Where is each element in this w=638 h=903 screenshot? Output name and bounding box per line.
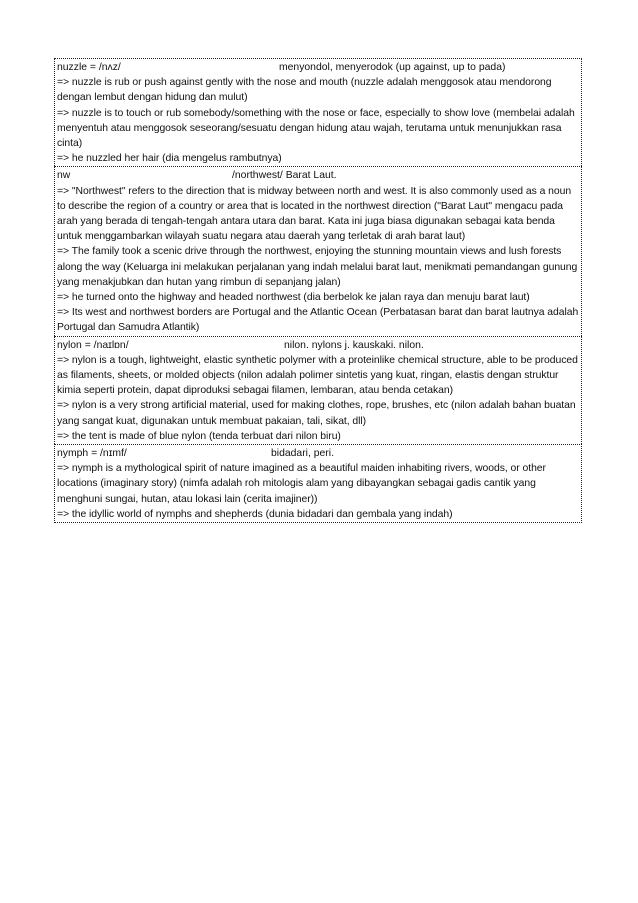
entry-nylon bbox=[54, 336, 582, 444]
entry-term: nymph = /nɪmf/ bbox=[57, 448, 127, 460]
entry-nymph bbox=[54, 444, 582, 523]
example-line: => Its west and northwest borders are Portugal and the Atlantic Ocean (Perbatasan barat dan barat lautnya adalah Portugal dan Samudra Atlantik) bbox=[57, 307, 579, 334]
definition-line: => "Northwest" refers to the direction that is midway between north and west. It is also commonly used as a noun to describe the region of a country or area that is located in the northwest direction ("Barat Laut" mengacu pada arah yang berada di tengah-tengah antara utara dan barat. Kata ini juga biasa digunakan sebagai kata benda untuk menggambarkan wilayah suatu negara atau daerah yang terletak di arah barat laut) bbox=[57, 185, 572, 243]
entry-header bbox=[57, 168, 579, 183]
entry-term: nuzzle = /nʌz/ bbox=[57, 62, 121, 73]
definition-line: => nuzzle is to touch or rub somebody/something with the nose or face, especially to show love (membelai adalah menyentuh atau menggosok seseorang/sesuatu dengan hidung atau wajah, terutama untuk menunjukkan rasa cinta) bbox=[57, 107, 575, 149]
example-line: => he nuzzled her hair (dia mengelus rambutnya) bbox=[57, 153, 282, 165]
definition-line: => nuzzle is rub or push against gently with the nose and mouth (nuzzle adalah menggosok atau mendorong dengan lembut dengan hidung dan mulut) bbox=[57, 77, 552, 104]
definition-line: => nymph is a mythological spirit of nature imagined as a beautiful maiden inhabiting rivers, woods, or other locations (imaginary story) (nimfa adalah roh mitologis alam yang dibayangkan sebagai gadis cantik yang menghuni sungai, hutan, atau lokasi lain (cerita imajiner)) bbox=[57, 463, 546, 505]
entry-header bbox=[57, 338, 579, 353]
example-line: => the tent is made of blue nylon (tenda terbuat dari nilon biru) bbox=[57, 430, 341, 442]
definition-line: => nylon is a very strong artificial material, used for making clothes, rope, brushes, etc (nilon adalah bahan buatan yang sangat kuat, digunakan untuk membuat pakaian, tali, sikat, dll) bbox=[57, 400, 576, 427]
entry-header bbox=[57, 446, 579, 461]
entry-meaning: menyondol, menyerodok (up against, up to pada) bbox=[279, 62, 506, 73]
entry-meaning: bidadari, peri. bbox=[271, 448, 334, 460]
entry-nw bbox=[54, 166, 582, 335]
example-line: => The family took a scenic drive through the northwest, enjoying the stunning mountain views and lush forests along the way (Keluarga ini melakukan perjalanan yang indah melalui barat laut, menikmati pemandangan gunung yang menakjubkan dan hutan yang rimbun di sepanjang jalan) bbox=[57, 246, 578, 288]
example-line: => the idyllic world of nymphs and shepherds (dunia bidadari dan gembala yang indah) bbox=[57, 508, 453, 520]
example-line: => he turned onto the highway and headed northwest (dia berbelok ke jalan raya dan menuju barat laut) bbox=[57, 292, 530, 304]
entry-term: nw bbox=[57, 170, 71, 182]
entry-meaning: nilon. nylons j. kauskaki. nilon. bbox=[284, 339, 424, 351]
definition-line: => nylon is a tough, lightweight, elastic synthetic polymer with a proteinlike chemical structure, able to be produced as filaments, sheets, or molded objects (nilon adalah polimer sintetis yang kuat, ringan, elastis dengan struktur kimia seperti protein, dapat diproduksi sebagai filamen, lembaran, atau benda cetakan) bbox=[57, 354, 578, 397]
entry-term: nylon = /naɪlɒn/ bbox=[57, 339, 129, 351]
entry-nuzzle bbox=[54, 58, 582, 166]
entry-meaning: /northwest/ Barat Laut. bbox=[232, 170, 337, 182]
entry-header bbox=[57, 60, 579, 75]
dictionary-sheet bbox=[54, 58, 582, 523]
